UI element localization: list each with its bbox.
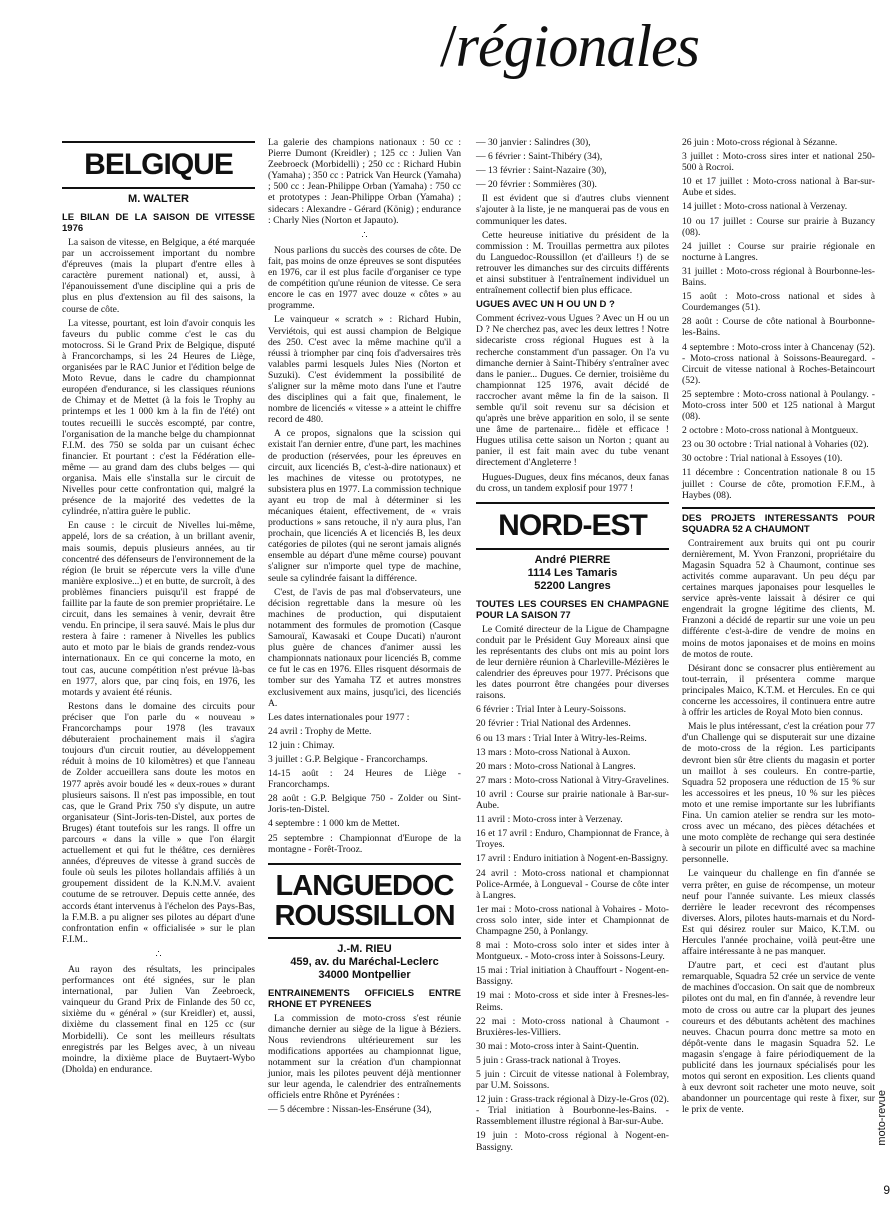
date-item: — 6 février : Saint-Thibéry (34), (476, 151, 603, 163)
author-address: 1114 Les Tamaris (527, 566, 618, 579)
paragraph: Nous parlions du succès des courses de côte. De fait, pas moins de onze épreuves se sont disputées en 1976, car il est plus facile d'organiser ce type de compétition qu'une réunion de vitesse. Ce sera encore le cas en 1977 avec douze « côtes » au programme. (268, 244, 461, 312)
calendar-item: 31 juillet : Moto-cross régional à Bourbonne-les-Bains. (682, 265, 875, 289)
nordest-author (476, 554, 669, 593)
paragraph: Le vainqueur du challenge en fin d'année se verra prêter, en guise de récompense, un moteur neuf pour l'année suivante. Les mieux classés derrière le leader recevront des récompenses diverses. Alors, pilotes hauts-marnais et du Nord-Est qui désirez rouler sur Maico, K.T.M. ou Hercules l'année prochaine, voilà peut-être une affaire intéressante à ne pas manquer. (682, 868, 875, 958)
date-item: 28 août : G.P. Belgique 750 - Zolder ou Sint-Joris-ten-Distel. (268, 793, 461, 816)
date-item: — 30 janvier : Salindres (30), (476, 137, 591, 148)
languedoc-title-2: ROUSSILLON (274, 899, 455, 932)
languedoc-subhead-2: UGUES AVEC UN H OU UN D ? (476, 299, 615, 311)
calendar-item: 5 juin : Circuit de vitesse national à Folembray, par U.M. Soissons. (476, 1069, 669, 1092)
paragraph: D'autre part, et ceci est d'autant plus remarquable, Squadra 52 crée un service de vente de machines d'occasion. On sait que de nombreux pilotes ont du mal, en fin d'année, à revendre leur moto de cross ou autre car la plupart des jeunes coureurs et des débutants achètent des machines neuves. Chacun pourra donc mettre sa moto en dépôt-vente dans le magasin Squadra 52. Le magasin s'engage à faire périodiquement de la publicité dans les journaux spécialisés pour les motos qui seront en exposition. Les clients quand à eux devront soit racheter une moto neuve, soit abandonner un pourcentage qui reste à fixer, sur le prix de vente. (682, 960, 875, 1116)
rule (268, 863, 461, 865)
paragraph: La commission de moto-cross s'est réunie dimanche dernier au siège de la ligue à Béziers. Nous reviendrons ultérieurement sur les modifications apportées au championnat ligue, notamment sur la création d'un championnat junior, mais les pilotes peuvent déjà mentionner sur leur agenda, le calendrier des entraînements officiels entre Rhône et Pyrénées : (268, 1012, 461, 1102)
paragraph: Le vainqueur « scratch » : Richard Hubin, Verviétois, qui est aussi champion de Belgique des 250. C'est avec la même machine qu'il a réussi à triompher par cinq fois d'adversaires très valables parmi lesquels Jules Nies (Norton et Suzuki). C'est évidemment la possibilité de s'aligner sur la même moto dans l'une et l'autre des disciplines qui a fait que, finalement, le nombre de licenciés « vitesse » a atteint le chiffre record de 480. (268, 314, 461, 426)
calendar-item: 23 ou 30 octobre : Trial national à Voharies (02). (682, 439, 869, 451)
author-name: J.-M. RIEU (337, 942, 392, 955)
calendar-item: 16 et 17 avril : Enduro, Championnat de France, à Troyes. (476, 828, 669, 851)
calendar-item: 14 juillet : Moto-cross national à Verzenay. (682, 201, 848, 213)
languedoc-author (268, 943, 461, 982)
paragraph: Comment écrivez-vous Ugues ? Avec un H ou un D ? Ne cherchez pas, avec les deux lettres ! Notre sidecariste cross régional Hugues est à la recherche constamment d'un passager. On l'a vu dimanche dernier à Saint-Thibéry s'entraîner avec dans le panier... Dugues. Ce dernier, troisième du championnat 125 1976, avait décidé de raccrocher avant même la fin de la saison. Il semble qu'il soit revenu sur sa décision et qu'après une brève apparition en solo, il se sente une âme de partenaire... fidèle et efficace ! Hugues utilisa cette saison un Norton ; quant au panier, il est fait main avec du tube venant directement d'Angleterre ! (476, 313, 669, 469)
calendar-item: 26 juin : Moto-cross régional à Sézanne. (682, 137, 838, 148)
calendar-item: 8 mai : Moto-cross solo inter et sides inter à Montgueux. - Moto-cross inter à Soissons-Leury. (476, 940, 669, 963)
dates-heading: Les dates internationales pour 1977 : (268, 711, 410, 723)
column-4 (682, 137, 875, 1119)
date-item: — 13 février : Saint-Nazaire (30), (476, 165, 607, 177)
paragraph: Le Comité directeur de la Ligue de Champagne conduit par le Président Guy Moreaux ainsi que les représentants des clubs ont mis au point lors de leur dernière réunion à Charleville-Mézières le calendrier des épreuves pour 1977. Précisons que les dates pourront être changées pour diverses raisons. (476, 623, 669, 702)
paragraph: — 5 décembre : Nissan-les-Ensérune (34), (268, 1104, 432, 1116)
paragraph: La galerie des champions nationaux : 50 cc : Pierre Dumont (Kreidler) ; 125 cc : Julien Van Zeebroeck (Morbidelli) ; 250 cc : Richard Hubin (Yamaha) ; 350 cc : Patrick Van Heurck (Yamaha) ; 500 cc : Jean-Philippe Orban (Yamaha) : 750 cc et prototypes : Jean-Philippe Orban (Yamaha) ; sidecars : Alexandre - Gérard (König) ; endurance : Charly Nies (Norton et Japauto). (268, 137, 461, 226)
calendar-item: 11 avril : Moto-cross inter à Verzenay. (476, 814, 623, 826)
paragraph: La vitesse, pourtant, est loin d'avoir conquis les faveurs du public comme c'est le cas du motocross. Si le Grand Prix de Belgique, disputé à Francorchamps, si les 24 Heures de Liège, organisées par le RAC Junior et l'édition belge de Moto Revue, dans le cadre du championnat européen d'endurance, si les classiques réunions de Chimay et de Mettet (à la fois le Trophy au printemps et les 1 000 km à la fin de l'été) ont toutes recueilli le succès escompté, par contre, l'organisation de la manche belge du championnat F.I.M. des 750 se solda par un cuisant échec financier. Et pourtant : c'est la Fédération elle-même — au grand dam des clubs belges — qui organisa. Mais elle s'installa sur le circuit de Nivelles pour cette confrontation qui, malgré la présence de la majorité des vedettes de la cylindrée, n'attira guère le public. (62, 317, 255, 518)
magazine-name: moto-revue (876, 1090, 888, 1146)
paragraph: A ce propos, signalons que la scission qui existait l'an dernier entre, d'une part, les machines de production (réservées, pour les épreuves en circuit, aux licenciés B, c'est-à-dire nationaux) et les machines de vitesse ou prototypes, ne subsistera plus en 1977. La commission technique ayant eu trop de mal à déterminer si les mécaniques étaient, effectivement, de « vrais productions » sans retouche, il n'y aura plus, l'an prochain, que licenciés A et licenciés B, les deux catégories de pilotes (qui ne seront jamais alignés ensemble au départ d'une même course) pouvant s'aligner sur n'importe quel type de machine, seule sa cylindrée faisant la différence. (268, 428, 461, 584)
rule (476, 502, 669, 504)
calendar-item: 19 mai : Moto-cross et side inter à Fresnes-les-Reims. (476, 990, 669, 1013)
calendar-item: 25 septembre : Moto-cross national à Poulangy. - Moto-cross inter 500 et 125 national à Margut (08). (682, 388, 875, 423)
paragraph: Désirant donc se consacrer plus entièrement au tout-terrain, il présentera comme marque principales Maico, K.T.M. et Hercules. En ce qui concerne les accessoires, il continuera entre autre à offrir les articles de Royal Moto bien connus. (682, 662, 875, 719)
calendar-item: 30 mai : Moto-cross inter à Saint-Quentin. (476, 1040, 639, 1052)
paragraph: Contrairement aux bruits qui ont pu courir dernièrement, M. Yvon Franzoni, propriétaire du Magasin Squadra 52 à Chaumont, continue ses activités comme auparavant. Un peu déçu par certaines marques japonaises pour lesquelles le service après-vente laissait à désirer ce qui engendrait la grogne légitime des clients, M. Franzoni a décidé de repartir sur une voie un peu différente c'est-à-dire de vendre de moins en moins de motos japonaises et de moins en moins de motos de route. (682, 537, 875, 660)
date-item: 4 septembre : 1 000 km de Mettet. (268, 818, 400, 830)
calendar-item: 1er mai : Moto-cross national à Vohaires - Moto-cross solo inter, side inter et Championnat de Champagne 250, à Ponlangy. (476, 903, 669, 937)
calendar-item: 28 août : Course de côte national à Bourbonne-les-Bains. (682, 316, 875, 339)
rule (62, 187, 255, 189)
date-item: 12 juin : Chimay. (268, 739, 335, 751)
calendar-item: 27 mars : Moto-cross National à Vitry-Gravelines. (476, 774, 669, 786)
calendar-item: 17 avril : Enduro initiation à Nogent-en-Bassigny. (476, 853, 669, 865)
calendar-item: 20 février : Trial National des Ardennes. (476, 718, 631, 730)
calendar-item: 2 octobre : Moto-cross national à Montgueux. (682, 425, 859, 437)
rule (682, 507, 875, 509)
calendar-item: 11 décembre : Concentration nationale 8 ou 15 juillet : Course de côte, promotion F.F.M., à Haybes (08). (682, 467, 875, 501)
date-item: 14-15 août : 24 Heures de Liège - Francorchamps. (268, 768, 461, 791)
calendar-item: 24 juillet : Course sur prairie régionale en nocturne à Langres. (682, 240, 875, 263)
date-item: 24 avril : Trophy de Mette. (268, 725, 372, 737)
calendar-item: 30 octobre : Trial national à Essoyes (10). (682, 453, 843, 465)
nordest-title: NORD-EST (498, 508, 647, 542)
date-item: — 20 février : Sommières (30). (476, 179, 597, 191)
nordest-subhead: TOUTES LES COURSES EN CHAMPAGNE POUR LA SAISON 77 (476, 598, 669, 621)
paragraph: C'est, de l'avis de pas mal d'observateurs, une décision regrettable dans la mesure où les machines de production, qui disputaient notamment des formules de promotion (Casque Samouraï, Kawasaki et Coupe Ducati) n'auront plus guère de chances d'animer aussi les championnats nationaux pour licenciés B, comme ce fut le cas en 1976. Elles risquent désormais de tomber sur des Yamaha TZ et autres monstres exclusivement aux mains, jusqu'ici, des licenciés A. (268, 586, 461, 709)
column-3 (476, 137, 669, 1156)
belgique-title: BELGIQUE (84, 148, 233, 181)
column-2 (268, 137, 461, 1119)
rule (268, 937, 461, 939)
paragraph: En cause : le circuit de Nivelles lui-même, appelé, lors de sa création, à un brillant avenir, mais soumis, depuis plusieurs années, au tir concentré des défenseurs de l'environnement de la région (le bruit se répercute vers la ville d'une manière explosive...) et en butte, de surcroît, à des problèmes financiers puisqu'il est frappé de faillite par la faute de son premier propriétaire. Le circuit, dans les semaines à venir, devrait être vendu. En principe, il sera sauvé. Mais le plus dur restera à faire : ramener à Nivelles les publics auto et moto par le biais de grands rendez-vous internationaux. En ce qui concerne la moto, en tout cas, aucune compétition n'est prévue là-bas en 1977, alors que, par cinq fois, en 1976, les motards y avaient été réunis. (62, 520, 255, 698)
author-city: 34000 Montpellier (318, 968, 411, 981)
nordest-subhead-2: DES PROJETS INTERESSANTS POUR SQUADRA 52 A CHAUMONT (682, 512, 875, 535)
paragraph: Restons dans le domaine des circuits pour préciser que l'on parle du « nouveau » Francorchamps pour 1978 (les travaux débuteraient prochainement mais il s'agira toujours d'un circuit routier, au développement réduit à moins de 10 kilomètres) et que l'anneau de Zolder accueillera sans doute les motos en 1977 après avoir boudé les « deux-roues » durant plusieurs saisons. Il n'est pas impossible, en tout cas, que le Grand Prix 750 s'y dispute, un autre organisateur (Sint-Joris-ten-Distel, aux portes de Bruges) étant toutefois sur les rangs. Il offre un parcours « dans la ville » que l'on élargit actuellement et qui fut le théâtre, ces dernières années, d'épreuves de vitesse à grand succès de foule où seuls les pilotes hollandais affiliés à un groupement dissident de la K.N.M.V. avaient coutume de se retrouver. Depuis cette année, des accords étant intervenus à l'échelon des Pays-Bas, la F.M.B. a pu aligner ses pilotes au départ d'une confrontation enfin « officialisée » sur le plan F.I.M.. (62, 700, 255, 945)
calendar-item: 22 mai : Moto-cross national à Chaumont - Bruxières-les-Villiers. (476, 1015, 669, 1038)
paragraph: Il est évident que si d'autres clubs viennent s'ajouter à la liste, je ne manquerai pas de vous en communiquer les dates. (476, 193, 669, 227)
author-name: André PIERRE (534, 553, 611, 566)
calendar-item: 12 juin : Grass-track régional à Dizy-le-Gros (02). - Trial initiation à Bourbonne-les-Bains. - Rassemblement illustre régional à Bar-sur-Aube. (476, 1094, 669, 1128)
date-item: 3 juillet : G.P. Belgique - Francorchamps. (268, 753, 428, 765)
date-item: 25 septembre : Championnat d'Europe de la montagne - Forêt-Trooz. (268, 832, 461, 855)
calendar-item: 6 ou 13 mars : Trial Inter à Witry-les-Reims. (476, 732, 647, 744)
header-title: régionales (455, 13, 699, 79)
calendar-item: 10 avril : Course sur prairie nationale à Bar-sur-Aube. (476, 788, 669, 812)
paragraph: Mais le plus intéressant, c'est la création pour 77 d'un Challenge qui se disputerait sur une dizaine de moto-cross de la région. Les participants devront bien sûr être clients du magasin et porter un maillot à ses couleurs. En contre-partie, Squadra 52 proposera une réduction de 15 % sur les accessoires et les pneus, 10 % sur les pièces moto et une remise importante sur les lubrifiants Fina. Un camion atelier se rendra sur les moto-cross avec un mécano, des pièces détachées et une moto complète de rechange qui sera destinée à secourir un pilote en difficulté avec sa machine personnelle. (682, 721, 875, 866)
calendar-item: 4 septembre : Moto-cross inter à Chancenay (52). - Moto-cross national à Soissons-Beauregard. - Circuit de vitesse national à Roches-Betaincourt (52). (682, 341, 875, 386)
calendar-item: 20 mars : Moto-cross National à Langres. (476, 760, 636, 772)
separator-dots: ∴ (155, 948, 162, 960)
calendar-item: 19 juin : Moto-cross régional à Nogent-en-Bassigny. (476, 1130, 669, 1153)
paragraph: Au rayon des résultats, les principales performances ont été signées, sur le plan international, par Julien Van Zeebroeck, vainqueur du Grand Prix de Finlande des 50 cc, sixième du « général » (sur Kreidler) et, aussi, dixième du classement final en 125 cc (sur Morbidelli). Ce sont les meilleurs résultats enregistrés par les Belges avec, à un niveau moindre, la dixième place de Buytaert-Wybo (Dholda) en endurance. (62, 964, 255, 1075)
languedoc-subhead: ENTRAINEMENTS OFFICIELS ENTRE RHONE ET PYRENEES (268, 987, 461, 1010)
paragraph: Hugues-Dugues, deux fins mécanos, deux fanas du cross, un tandem explosif pour 1977 ! (476, 471, 669, 494)
belgique-subhead: LE BILAN DE LA SAISON DE VITESSE 1976 (62, 212, 255, 234)
rule (476, 548, 669, 550)
languedoc-title-1: LANGUEDOC (275, 869, 454, 902)
calendar-item: 6 février : Trial Inter à Leury-Soissons. (476, 704, 627, 716)
header-bar: / (440, 13, 456, 79)
calendar-item: 10 et 17 juillet : Moto-cross national à Bar-sur-Aube et sides. (682, 176, 875, 199)
paragraph: La saison de vitesse, en Belgique, a été marquée par un accroissement important du nombre d'épreuves (mais la plupart d'entre elles à caractère purement national) et, aussi, à l'épanouissement d'une discipline qui a pris de plus en plus d'extension au fil des saisons, la course de côte. (62, 237, 255, 315)
column-1 (62, 137, 255, 1078)
page-number: 9 (883, 1183, 890, 1197)
calendar-item: 24 avril : Moto-cross national et championnat Police-Armée, à Longueval - Course de côte inter à Langres. (476, 867, 669, 901)
separator-dots: ∴ (361, 229, 368, 241)
calendar-list (476, 704, 669, 1152)
calendar-item: 10 ou 17 juillet : Course sur prairie à Buzancy (08). (682, 215, 875, 238)
calendar-item: 5 juin : Grass-track national à Troyes. (476, 1054, 621, 1066)
calendar-item: 13 mars : Moto-cross National à Auxon. (476, 746, 631, 758)
calendar-item: 15 mai : Trial initiation à Chauffourt - Nogent-en-Bassigny. (476, 965, 669, 988)
calendar-list (682, 137, 875, 501)
calendar-item: 3 juillet : Moto-cross sires inter et national 250-500 à Rocroi. (682, 151, 875, 174)
author-city: 52200 Langres (534, 579, 611, 592)
rule (62, 141, 255, 143)
calendar-item: 15 août : Moto-cross national et sides à Courdemanges (51). (682, 291, 875, 314)
author-address: 459, av. du Maréchal-Leclerc (290, 955, 439, 968)
section-header (440, 10, 699, 82)
paragraph: Cette heureuse initiative du président de la commission : M. Trouillas permettra aux pilotes du Languedoc-Roussillon (et d'ailleurs !) de se retrouver les dimanches sur des circuits différents et ainsi substituer à l'entraînement individuel un entraînement collectif bien plus efficace. (476, 229, 669, 297)
belgique-author: M. WALTER (128, 193, 189, 205)
